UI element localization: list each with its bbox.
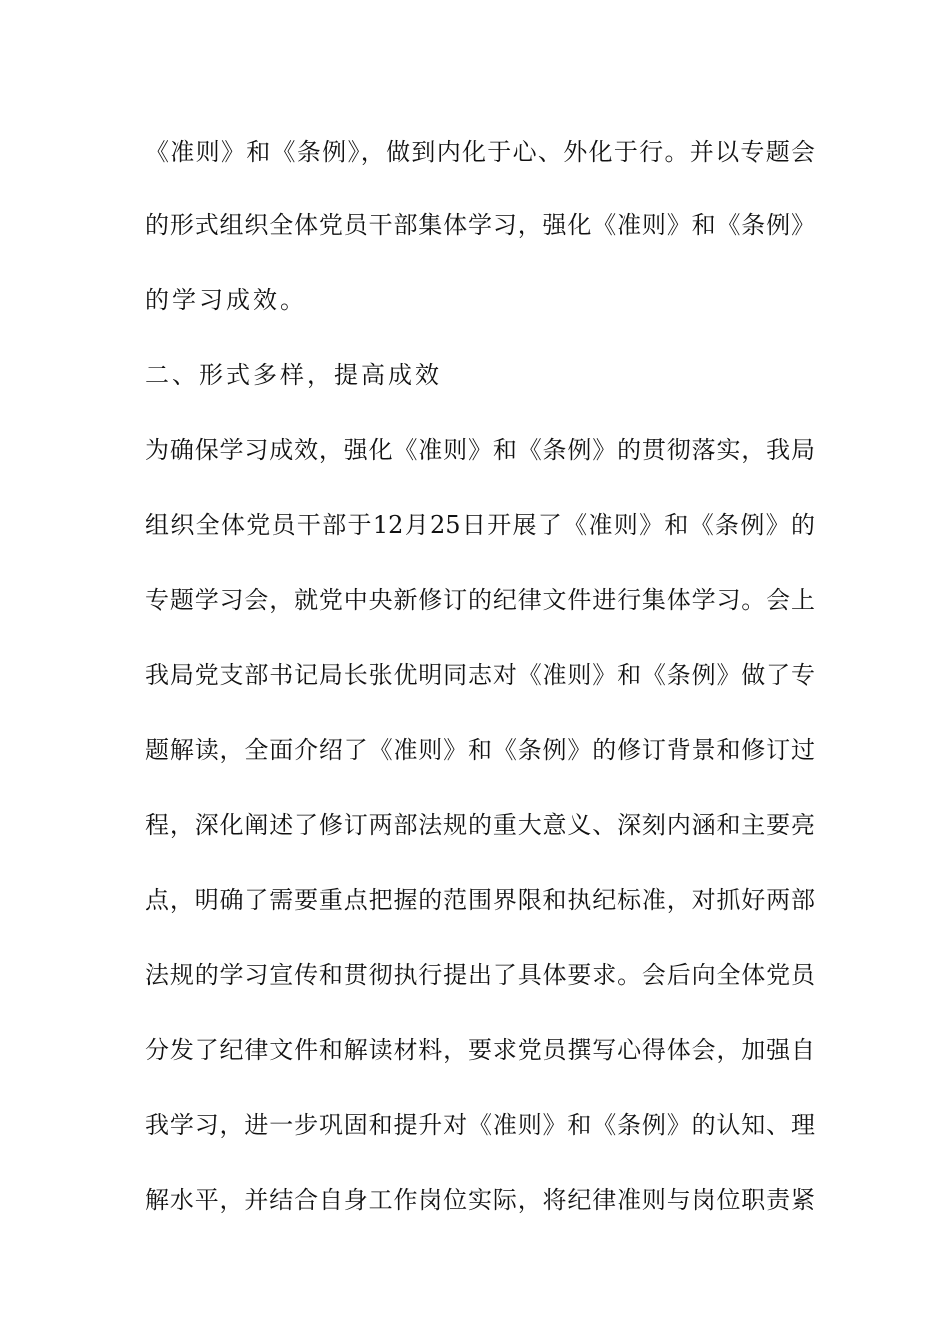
paragraph-line: 点，明确了需要重点把握的范围界限和执纪标准，对抓好两部 (145, 886, 815, 914)
paragraph-line: 的学习成效。 (145, 286, 307, 314)
paragraph-line: 《准则》和《条例》，做到内化于心、外化于行。并以专题会 (145, 138, 815, 166)
paragraph-line: 专题学习会，就党中央新修订的纪律文件进行集体学习。会上 (145, 586, 815, 614)
paragraph-line: 的形式组织全体党员干部集体学习，强化《准则》和《条例》 (145, 211, 815, 239)
paragraph-line: 我学习，进一步巩固和提升对《准则》和《条例》的认知、理 (145, 1111, 815, 1139)
section-heading: 二、形式多样，提高成效 (145, 361, 442, 389)
paragraph-line: 我局党支部书记局长张优明同志对《准则》和《条例》做了专 (145, 661, 815, 689)
paragraph-line: 题解读，全面介绍了《准则》和《条例》的修订背景和修订过 (145, 736, 815, 764)
paragraph-line: 法规的学习宣传和贯彻执行提出了具体要求。会后向全体党员 (145, 961, 815, 989)
paragraph-line: 组织全体党员干部于12月25日开展了《准则》和《条例》的 (145, 511, 815, 539)
paragraph-line: 程，深化阐述了修订两部法规的重大意义、深刻内涵和主要亮 (145, 811, 815, 839)
paragraph-line: 解水平，并结合自身工作岗位实际，将纪律准则与岗位职责紧 (145, 1186, 815, 1214)
paragraph-line: 为确保学习成效，强化《准则》和《条例》的贯彻落实，我局 (145, 436, 815, 464)
paragraph-line: 分发了纪律文件和解读材料，要求党员撰写心得体会，加强自 (145, 1036, 815, 1064)
